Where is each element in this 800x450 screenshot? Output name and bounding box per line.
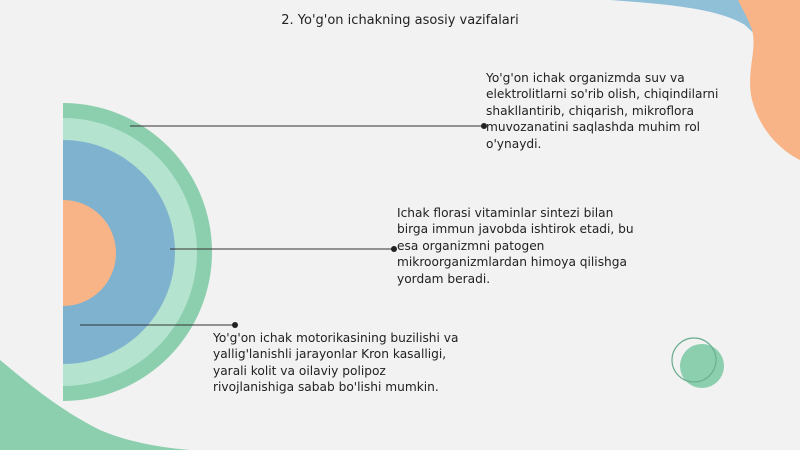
paragraph-1: Yo'g'on ichak organizmda suv va elektrolitlarni so'rib olish, chiqindilarni shakllantirib, chiqarish, mikroflora muvozanatini saqlashda muhim rol o'ynaydi. [486, 71, 719, 151]
small-circles-decoration [672, 338, 724, 388]
small-filled-circle [680, 344, 724, 388]
half-circle-graphic [63, 103, 212, 401]
slide-title: 2. Yo'g'on ichakning asosiy vazifalari [281, 13, 519, 28]
paragraph-2: Ichak florasi vitaminlar sintezi bilan birga immun javobda ishtirok etadi, bu esa organizmni patogen mikroorganizmlardan himoya qilishga yordam beradi. [397, 206, 634, 286]
paragraph-3: Yo'g'on ichak motorikasining buzilishi va yallig'lanishli jarayonlar Kron kasalligi, yarali kolit va oilaviy polipoz rivojlanishiga sabab bo'lishi mumkin. [213, 331, 459, 395]
connector-dot-3 [232, 322, 238, 328]
